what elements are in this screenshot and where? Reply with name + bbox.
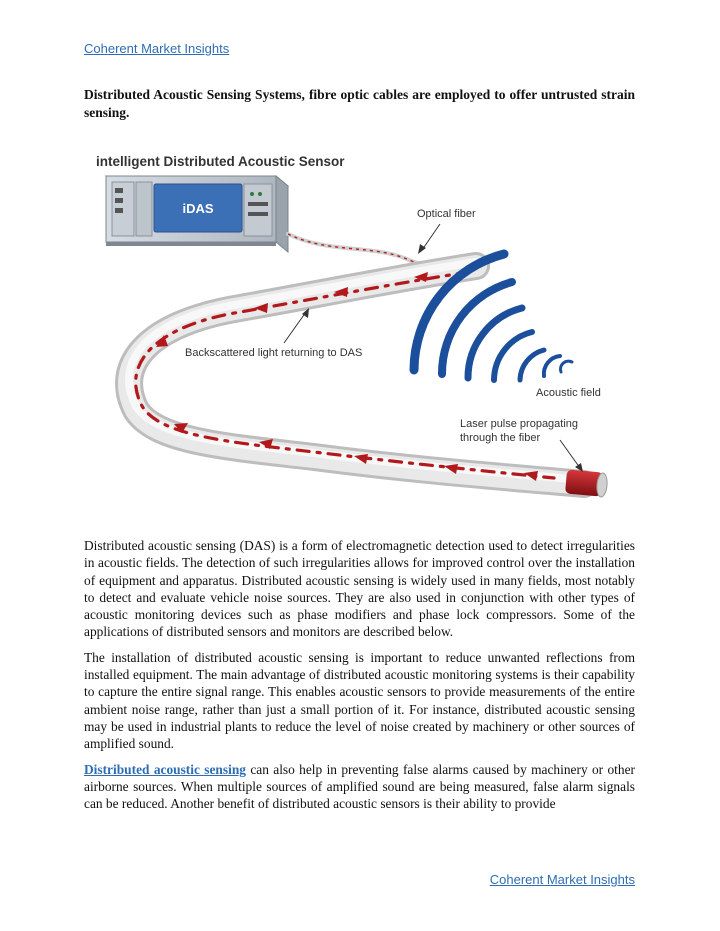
idas-device-label: iDAS: [182, 201, 214, 216]
document-title: Distributed Acoustic Sensing Systems, fibre optic cables are employed to offer untrusted strain sensing.: [84, 87, 635, 120]
figure-heading: intelligent Distributed Acoustic Sensor: [96, 154, 345, 169]
backscatter-label: Backscattered light returning to DAS: [185, 347, 363, 359]
acoustic-field-label: Acoustic field: [536, 387, 601, 399]
das-diagram: [84, 142, 635, 524]
idas-device-icon: [106, 176, 288, 252]
paragraph-2: The installation of distributed acoustic sensing is important to reduce unwanted reflections from installed equipment. The main advantage of distributed acoustic monitoring systems is their capability to capture the entire signal range. This enables acoustic sensors to provide measurements of the entire ambient noise range, rather than just a small portion of it. For instance, distributed acoustic sensing may be used in industrial plants to reduce the level of noise created by machinery or other sources of amplified sound.: [84, 649, 635, 752]
paragraph-3: [84, 761, 635, 813]
footer-brand-link[interactable]: Coherent Market Insights: [489, 872, 635, 887]
laser-pulse-cap: [565, 469, 608, 497]
article-body: [84, 537, 635, 820]
laser-pulse-label-line2: through the fiber: [460, 432, 541, 444]
das-illustration: [84, 142, 635, 524]
paragraph-3-text: can also help in preventing false alarms caused by machinery or other airborne sources. When multiple sources of amplified sound are being measured, false alarm signals can be reduced. Another benefit of distributed acoustic sensors is their ability to provide: [84, 761, 635, 812]
paragraph-1: Distributed acoustic sensing (DAS) is a form of electromagnetic detection used to detect irregularities in acoustic fields. The detection of such irregularities allows for improved control over the installation of equipment and apparatus. Distributed acoustic sensing is widely used in many fields, most notably to detect and evaluate vehicle noise sources. They are also used in conjunction with other types of acoustic monitoring devices such as phase modifiers and phase lock compressors. Some of the applications of distributed sensors and monitors are described below.: [84, 538, 635, 640]
das-inline-link[interactable]: Distributed acoustic sensing: [84, 761, 246, 777]
header-brand-link[interactable]: Coherent Market Insights: [84, 41, 230, 56]
optical-fiber-label: Optical fiber: [417, 208, 476, 220]
laser-pulse-label-line1: Laser pulse propagating: [460, 418, 579, 430]
